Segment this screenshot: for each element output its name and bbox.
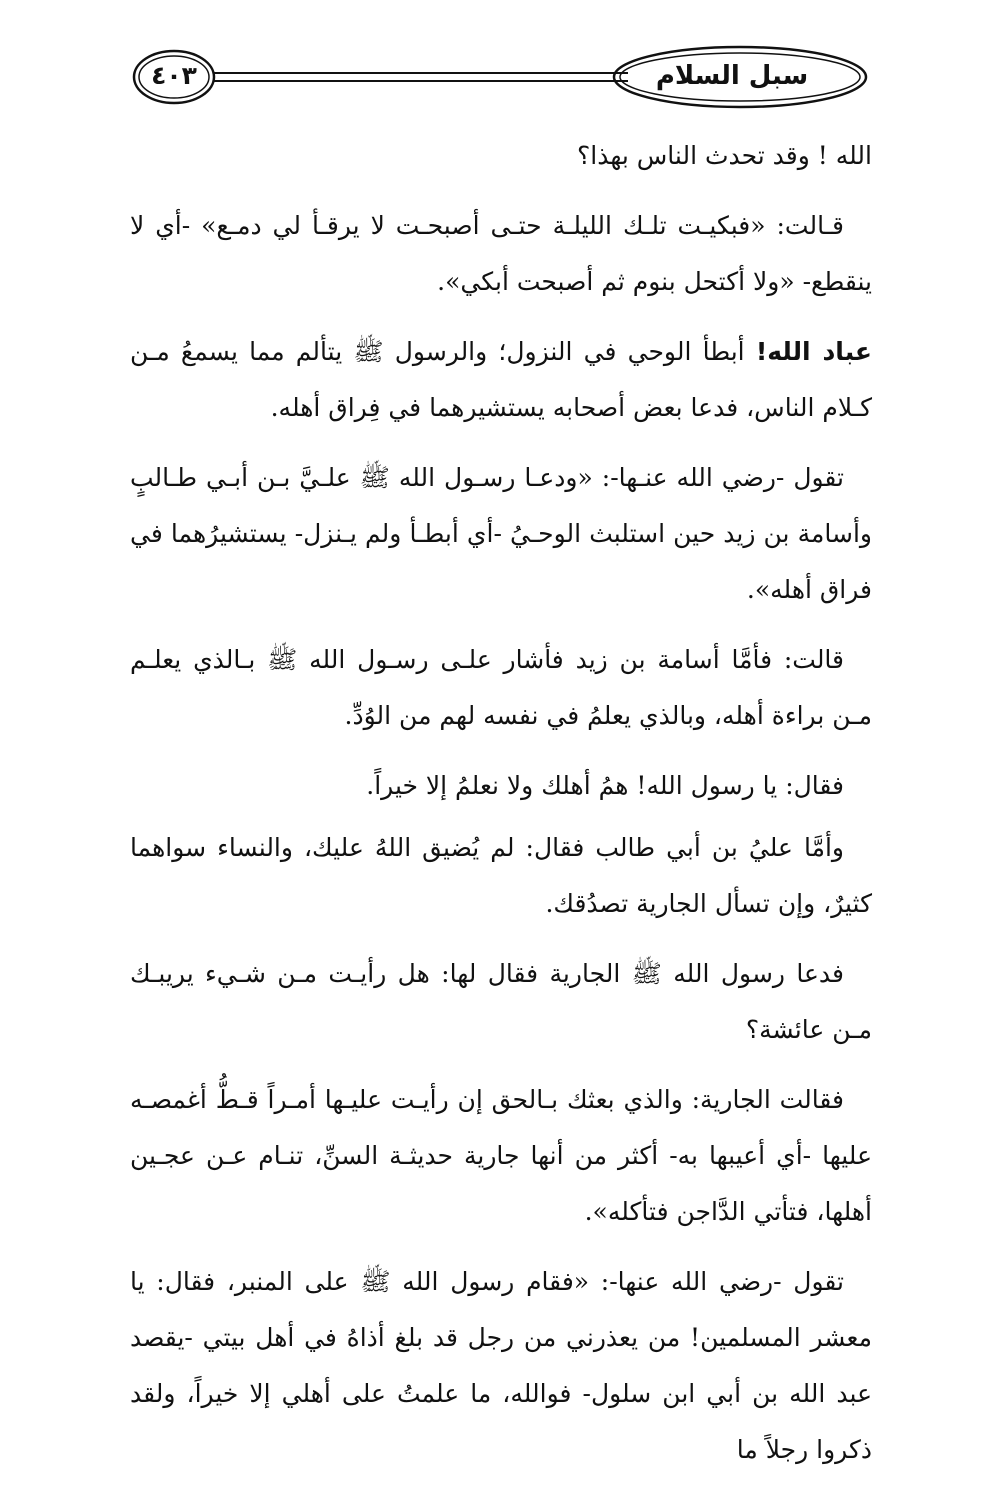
paragraph-text: تقول -رضي الله عنـها-: «ودعـا رسـول الله ﷺ علـيَّ بـن أبـي طـالبٍ وأسامة بن زيد حين استلبث الوحـيُ -أي أبطـأ ولم يـنزل- يستشيرُهما في فراق أهله».: [130, 463, 872, 604]
paragraph-text: قـالت: «فبكيـت تلـك الليلـة حتـى أصبحـت لا يرقـأ لي دمـع» -أي لا ينقطع- «ولا أكتحل بنوم ثم أصبحت أبكي».: [130, 211, 872, 296]
paragraph: [130, 1254, 872, 1478]
page-number: ٤٠٣: [151, 61, 197, 90]
paragraph: [130, 632, 872, 744]
running-title: سبل السلام: [655, 61, 809, 91]
paragraph: [130, 1072, 872, 1240]
body-text: [130, 128, 872, 1492]
paragraph-lead: عباد الله!: [755, 337, 872, 366]
paragraph-text: فقال: يا رسول الله! همُ أهلك ولا نعلمُ إلا خيراً.: [366, 771, 844, 800]
paragraph-text: تقول -رضي الله عنها-: «فقام رسول الله ﷺ على المنبر، فقال: يا معشر المسلمين! من يعذرني من رجل قد بلغ أذاهُ في أهل بيتي -يقصد عبد الله بن أبي ابن سلول- فوالله، ما علمتُ على أهلي إلا خيراً، ولقد ذكروا رجلاً ما: [130, 1267, 872, 1464]
paragraph: [130, 758, 872, 814]
paragraph: [130, 324, 872, 436]
paragraph-text: فقالت الجارية: والذي بعثك بـالحق إن رأيـت عليـها أمـراً قـطُّ أغمصـه عليها -أي أعيبها به- أكثر من أنها جارية حديثـة السنِّ، تنـام عـن عجـين أهلها، فتأتي الدَّاجن فتأكله».: [130, 1085, 872, 1226]
paragraph: [130, 128, 872, 184]
paragraph-text: وأمَّا عليُ بن أبي طالب فقال: لم يُضيق اللهُ عليك، والنساء سواهما كثيرٌ، وإن تسأل الجارية تصدُقك.: [130, 833, 872, 918]
paragraph-text: قالت: فأمَّا أسامة بن زيد فأشار علـى رسـول الله ﷺ بـالذي يعلـم مـن براءة أهله، وبالذي يعلمُ في نفسه لهم من الوُدِّ.: [130, 645, 872, 730]
paragraph-text: الله ! وقد تحدث الناس بهذا؟: [577, 141, 872, 170]
paragraph-text: أبطأ الوحي في النزول؛ والرسول ﷺ يتألم مما يسمعُ مـن كـلام الناس، فدعا بعض أصحابه يستشيرهما في فِراق أهله.: [130, 337, 872, 422]
page-header: [128, 40, 872, 114]
paragraph: [130, 198, 872, 310]
paragraph: [130, 450, 872, 618]
paragraph: [130, 820, 872, 932]
paragraph-text: فدعا رسول الله ﷺ الجارية فقال لها: هل رأيـت مـن شـيء يريبـك مـن عائشة؟: [130, 959, 872, 1044]
paragraph: [130, 946, 872, 1058]
